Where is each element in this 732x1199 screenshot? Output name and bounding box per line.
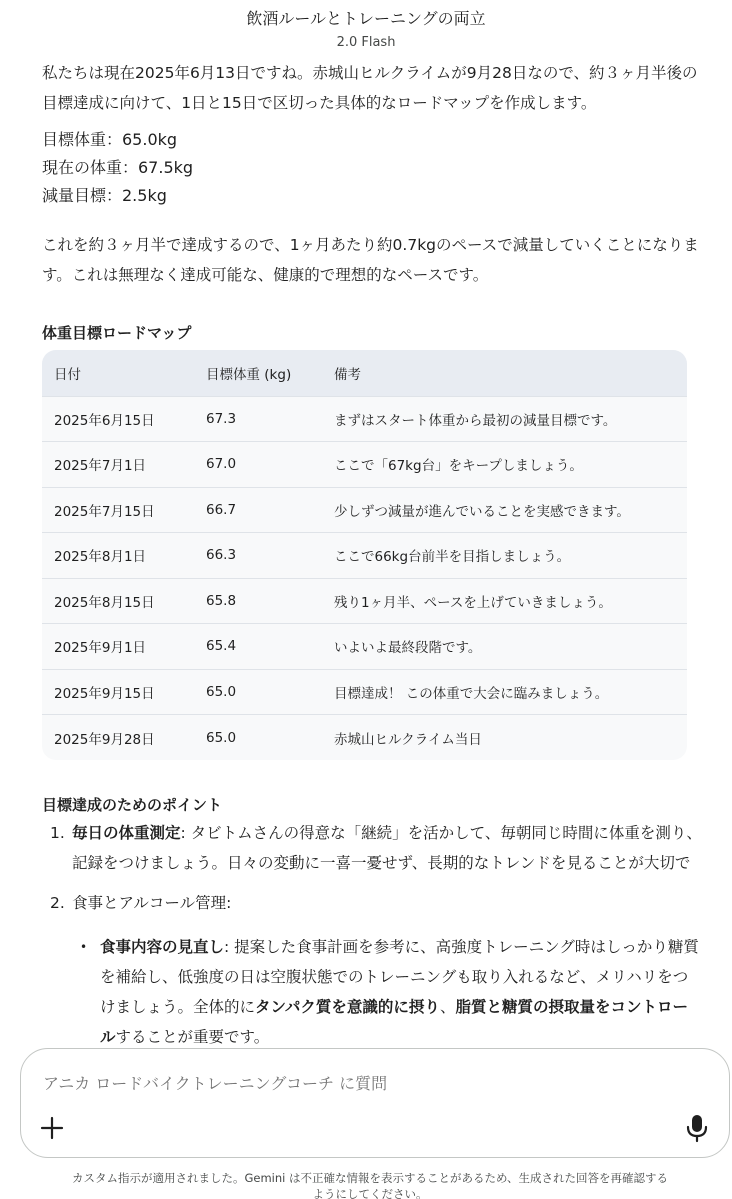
cell-date: 2025年8月1日 (42, 533, 194, 579)
sub-list (42, 932, 702, 1052)
sub-emphasis: 脂質と糖質の摂取量をコントロール (100, 998, 688, 1046)
cell-note: 目標達成！ この体重で大会に臨みましょう。 (322, 669, 687, 715)
list-item (42, 818, 702, 878)
list-number: 1. (50, 824, 65, 842)
cell-note: ここで66kg台前半を目指しましょう。 (322, 533, 687, 579)
model-name[interactable]: 2.0 Flash (336, 35, 396, 50)
cell-weight: 67.0 (194, 442, 322, 488)
point-heading: 毎日の体重測定 (72, 824, 181, 842)
sub-emphasis: タンパク質を意識的に摂り (255, 998, 440, 1016)
sub-text: 、 (439, 998, 456, 1016)
disclaimer-text: カスタム指示が適用されました。Gemini は不正確な情報を表示することがあるため、生成された回答を再確認するようにしてください。 (71, 1171, 669, 1199)
cell-weight: 66.7 (194, 487, 322, 533)
header-notes: 備考 (322, 350, 687, 396)
pace-paragraph: これを約３ヶ月半で達成するので、1ヶ月あたり約0.7kgのペースで減量していくことになります。これは無理なく達成可能な、健康的で理想的なペースです。 (42, 236, 699, 284)
cell-weight: 65.0 (194, 715, 322, 761)
chat-header (0, 8, 732, 52)
cell-date: 2025年6月15日 (42, 396, 194, 442)
bullet: • (80, 940, 88, 954)
points-title: 目標達成のためのポイント (42, 796, 223, 814)
cell-date: 2025年7月1日 (42, 442, 194, 488)
point-text: : タビトムさんの得意な「継続」を活かして、毎朝同じ時間に体重を測り、記録をつけましょう。日々の変動に一喜一憂せず、長期的なトレンドを見ることが大切で (72, 824, 702, 872)
cell-weight: 67.3 (194, 396, 322, 442)
list-number: 2. (50, 894, 65, 912)
cell-weight: 65.4 (194, 624, 322, 670)
sub-heading: 食事内容の見直し (100, 938, 225, 956)
cell-weight: 66.3 (194, 533, 322, 579)
point-text: : (226, 894, 232, 912)
cell-weight: 65.8 (194, 578, 322, 624)
cell-note: いよいよ最終段階です。 (322, 624, 687, 670)
current-weight: 現在の体重：67.5kg (42, 158, 194, 177)
cell-date: 2025年8月15日 (42, 578, 194, 624)
prompt-input-box[interactable] (20, 1048, 730, 1158)
weight-stats (42, 126, 702, 210)
target-weight: 目標体重：65.0kg (42, 130, 178, 149)
table-row (42, 396, 687, 442)
sub-text: することが重要です。 (115, 1028, 270, 1046)
cell-date: 2025年7月15日 (42, 487, 194, 533)
sub-text: : 提案した食事計画を参考に、高強度トレーニング時はしっかり糖質を補給し、低強度の日は空腹状態でのトレーニングも取り入れるなど、メリハリをつけましょう。全体的に (100, 938, 699, 1016)
table-row (42, 442, 687, 488)
cell-note: まずはスタート体重から最初の減量目標です。 (322, 396, 687, 442)
chat-title[interactable]: 飲酒ルールとトレーニングの両立 (246, 9, 486, 28)
plus-icon[interactable] (39, 1115, 65, 1141)
roadmap-title: 体重目標ロードマップ (42, 324, 192, 342)
table-row (42, 578, 687, 624)
roadmap-table (42, 350, 687, 760)
cell-date: 2025年9月15日 (42, 669, 194, 715)
cell-note: 少しずつ減量が進んでいることを実感できます。 (322, 487, 687, 533)
loss-goal: 減量目標：2.5kg (42, 186, 167, 205)
response-content (42, 58, 702, 1052)
sub-list-item (72, 932, 702, 1052)
table-header-row (42, 350, 687, 396)
table-row (42, 624, 687, 670)
point-heading: 食事とアルコール管理 (72, 894, 227, 912)
microphone-icon[interactable] (685, 1113, 709, 1143)
table-row (42, 669, 687, 715)
table-row (42, 715, 687, 761)
cell-date: 2025年9月1日 (42, 624, 194, 670)
header-date: 日付 (42, 350, 194, 396)
points-list (42, 818, 702, 918)
cell-note: 赤城山ヒルクライム当日 (322, 715, 687, 761)
cell-note: ここで「67kg台」をキープしましょう。 (322, 442, 687, 488)
table-row (42, 487, 687, 533)
list-item (42, 888, 702, 918)
cell-note: 残り1ヶ月半、ペースを上げていきましょう。 (322, 578, 687, 624)
header-target-weight: 目標体重 (kg) (194, 350, 322, 396)
cell-weight: 65.0 (194, 669, 322, 715)
cell-date: 2025年9月28日 (42, 715, 194, 761)
intro-paragraph: 私たちは現在2025年6月13日ですね。赤城山ヒルクライムが9月28日なので、約３ヶ月半後の目標達成に向けて、1日と15日で区切った具体的なロードマップを作成します。 (42, 64, 698, 112)
table-row (42, 533, 687, 579)
prompt-input[interactable]: アニカ ロードバイクトレーニングコーチ に質問 (43, 1074, 388, 1093)
